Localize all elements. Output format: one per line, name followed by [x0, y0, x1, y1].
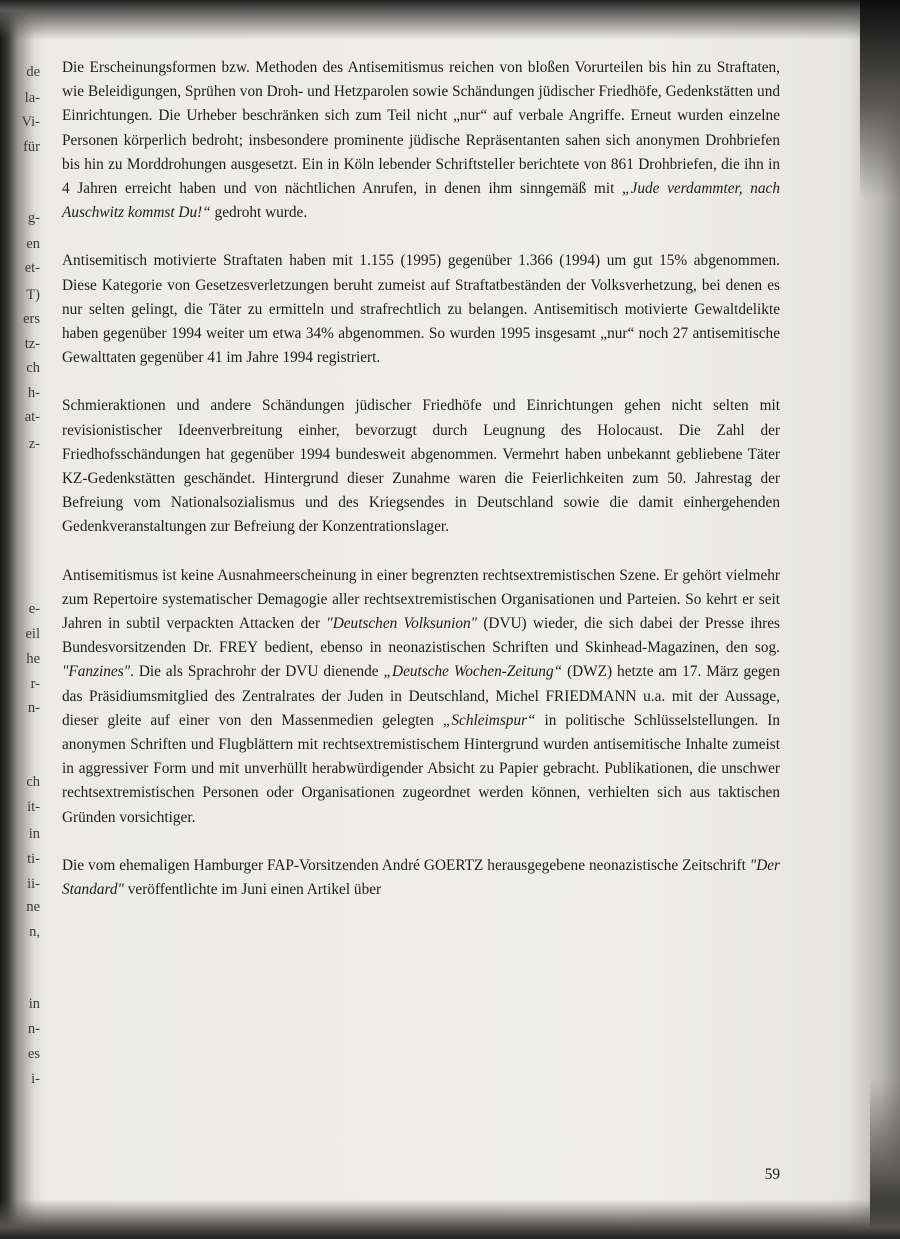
text-run: gedroht wurde.	[210, 204, 308, 222]
text-run: (DWZ) hetzte am 17. März gegen das Präsidiumsmitglied des Zentralrates der Juden in Deutschland, Michel FRIEDMANN u.a. mit der Aussage, dieser gleite auf einer von den Massenmedien gelegten	[62, 663, 780, 729]
paragraph	[62, 249, 780, 370]
margin-fragment: n,	[29, 924, 40, 940]
quote-italic: "Deutschen Volksunion"	[326, 615, 478, 633]
paragraph	[62, 394, 780, 539]
margin-fragment: n-	[27, 1021, 40, 1037]
margin-fragment: et-	[24, 260, 40, 276]
margin-fragment: in	[28, 996, 40, 1012]
quote-italic: "Fanzines"	[62, 663, 131, 681]
paragraph	[62, 564, 780, 830]
quote-italic: "Der Standard"	[62, 856, 780, 899]
margin-fragment: i-	[31, 1071, 40, 1087]
margin-fragment: ii-	[27, 876, 40, 892]
margin-fragment: es	[27, 1046, 40, 1062]
margin-fragment: he	[26, 651, 40, 667]
text-run: in politische Schlüsselstellungen. In anonymen Schriften und Flugblättern mit rechtsextremistischem Hintergrund wurden antisemitische Inhalte zumeist in aggressiver Form und mit unverhüllt herabwürdigender Absicht zu Papier gebracht. Publikationen, die unschwer rechtsextremistischen Personen oder Organisationen zugeordnet werden können, verhielten sich aus taktischen Gründen vorsichtiger.	[62, 711, 780, 826]
margin-fragment: it-	[27, 799, 40, 815]
quote-italic: „Deutsche Wochen-Zeitung“	[383, 663, 563, 681]
margin-fragment: at-	[24, 409, 40, 425]
text-run: Antisemitisch motivierte Straftaten haben mit 1.155 (1995) gegenüber 1.366 (1994) um gut 15% abgenommen. Diese Kategorie von Gesetzesverletzungen beruht zumeist auf Straftatbeständen der Volksverhetzung, bei denen es nur selten gelingt, die Täter zu ermitteln und strafrechtlich zu belangen. Antisemitisch motivierte Gewaltdelikte haben gegenüber 1994 weiter um etwa 34% abgenommen. So wurden 1995 insgesamt „nur“ noch 27 antisemitische Gewalttaten gegenüber 41 im Jahre 1994 registriert.	[62, 252, 780, 367]
scan-shadow-bottom-right	[870, 1079, 900, 1239]
margin-fragment: h-	[27, 385, 40, 401]
facing-page-fragments	[0, 0, 44, 1239]
page-number: 59	[764, 1166, 780, 1183]
scan-shadow-top-right	[860, 0, 900, 200]
margin-fragment: eil	[25, 626, 40, 642]
text-run: Die Erscheinungsformen bzw. Methoden des Antisemitismus reichen von bloßen Vorurteilen bis hin zu Straftaten, wie Beleidigungen, Sprühen von Droh- und Hetzparolen sowie Schändungen jüdischer Friedhöfe, Gedenkstätten und Einrichtungen. Die Urheber beschränken sich zum Teil nicht „nur“ auf verbale Angriffe. Erneut wurden einzelne Personen körperlich bedroht; insbesondere prominente jüdische Repräsentanten sahen sich anonymen Drohbriefen bis hin zu Morddrohungen ausgesetzt. Ein in Köln lebender Schriftsteller berichtete von 861 Drohbriefen, die ihn in 4 Jahren erreicht haben und von nächtlichen Anrufen, in denen ihm sinngemäß mit	[62, 59, 780, 198]
quote-italic: „Jude verdammter, nach Auschwitz kommst Du!“	[62, 180, 780, 222]
margin-fragment: z-	[28, 436, 40, 452]
margin-fragment: la-	[24, 90, 40, 106]
margin-fragment: r-	[30, 676, 40, 692]
margin-fragment: ch	[26, 774, 40, 790]
margin-fragment: ne	[26, 899, 40, 915]
paragraph	[62, 56, 780, 225]
margin-fragment: ti-	[27, 851, 40, 867]
text-run: . Die als Sprachrohr der DVU dienende	[130, 663, 384, 681]
text-run: (DVU) wieder, die sich dabei der Presse ihres Bundesvorsitzenden Dr. FREY bedient, ebenso in neonazistischen Schriften und Skinhead-Magazinen, den sog.	[62, 615, 780, 657]
margin-fragment: ch	[26, 360, 40, 376]
text-run: Antisemitismus ist keine Ausnahmeerscheinung in einer begrenzten rechtsextremistischen Szene. Er gehört vielmehr zum Repertoire systematischer Demagogie aller rechtsextremistischen Organisationen und Parteien. So kehrt er seit Jahren in subtil verpackten Attacken der	[62, 566, 780, 633]
page-body	[62, 56, 780, 902]
text-run: Schmieraktionen und andere Schändungen jüdischer Friedhöfe und Einrichtungen gehen nicht selten mit revisionistischer Ideenverbreitung einher, bevorzugt durch Leugnung des Holocaust. Die Zahl der Friedhofsschändungen hat gegenüber 1994 bundesweit abgenommen. Vermehrt haben unbekannt gebliebene Täter KZ-Gedenkstätten geschändet. Hintergrund dieser Zunahme waren die Feierlichkeiten zum 50. Jahrestag der Befreiung vom Nationalsozialismus und des Kriegsendes in Deutschland sowie die damit einhergehenden Gedenkveranstaltungen zur Befreiung der Konzentrationslager.	[62, 397, 780, 536]
margin-fragment: für	[23, 139, 40, 155]
margin-fragment: tz-	[24, 336, 40, 352]
margin-fragment: e-	[28, 601, 40, 617]
margin-fragment: T)	[26, 287, 40, 303]
margin-fragment: Vi-	[21, 114, 40, 130]
text-run: Die vom ehemaligen Hamburger FAP-Vorsitzenden André GOERTZ herausgegebene neonazistische Zeitschrift	[62, 856, 750, 874]
margin-fragment: in	[28, 826, 40, 842]
margin-fragment: g-	[27, 210, 40, 226]
margin-fragment: de	[26, 64, 40, 80]
paragraph	[62, 854, 780, 902]
margin-fragment: en	[26, 236, 40, 252]
margin-fragment: ers	[23, 311, 40, 327]
margin-fragment: n-	[27, 700, 40, 716]
quote-italic: „Schleimspur“	[442, 711, 536, 729]
text-run: veröffentlichte im Juni einen Artikel über	[123, 881, 382, 899]
